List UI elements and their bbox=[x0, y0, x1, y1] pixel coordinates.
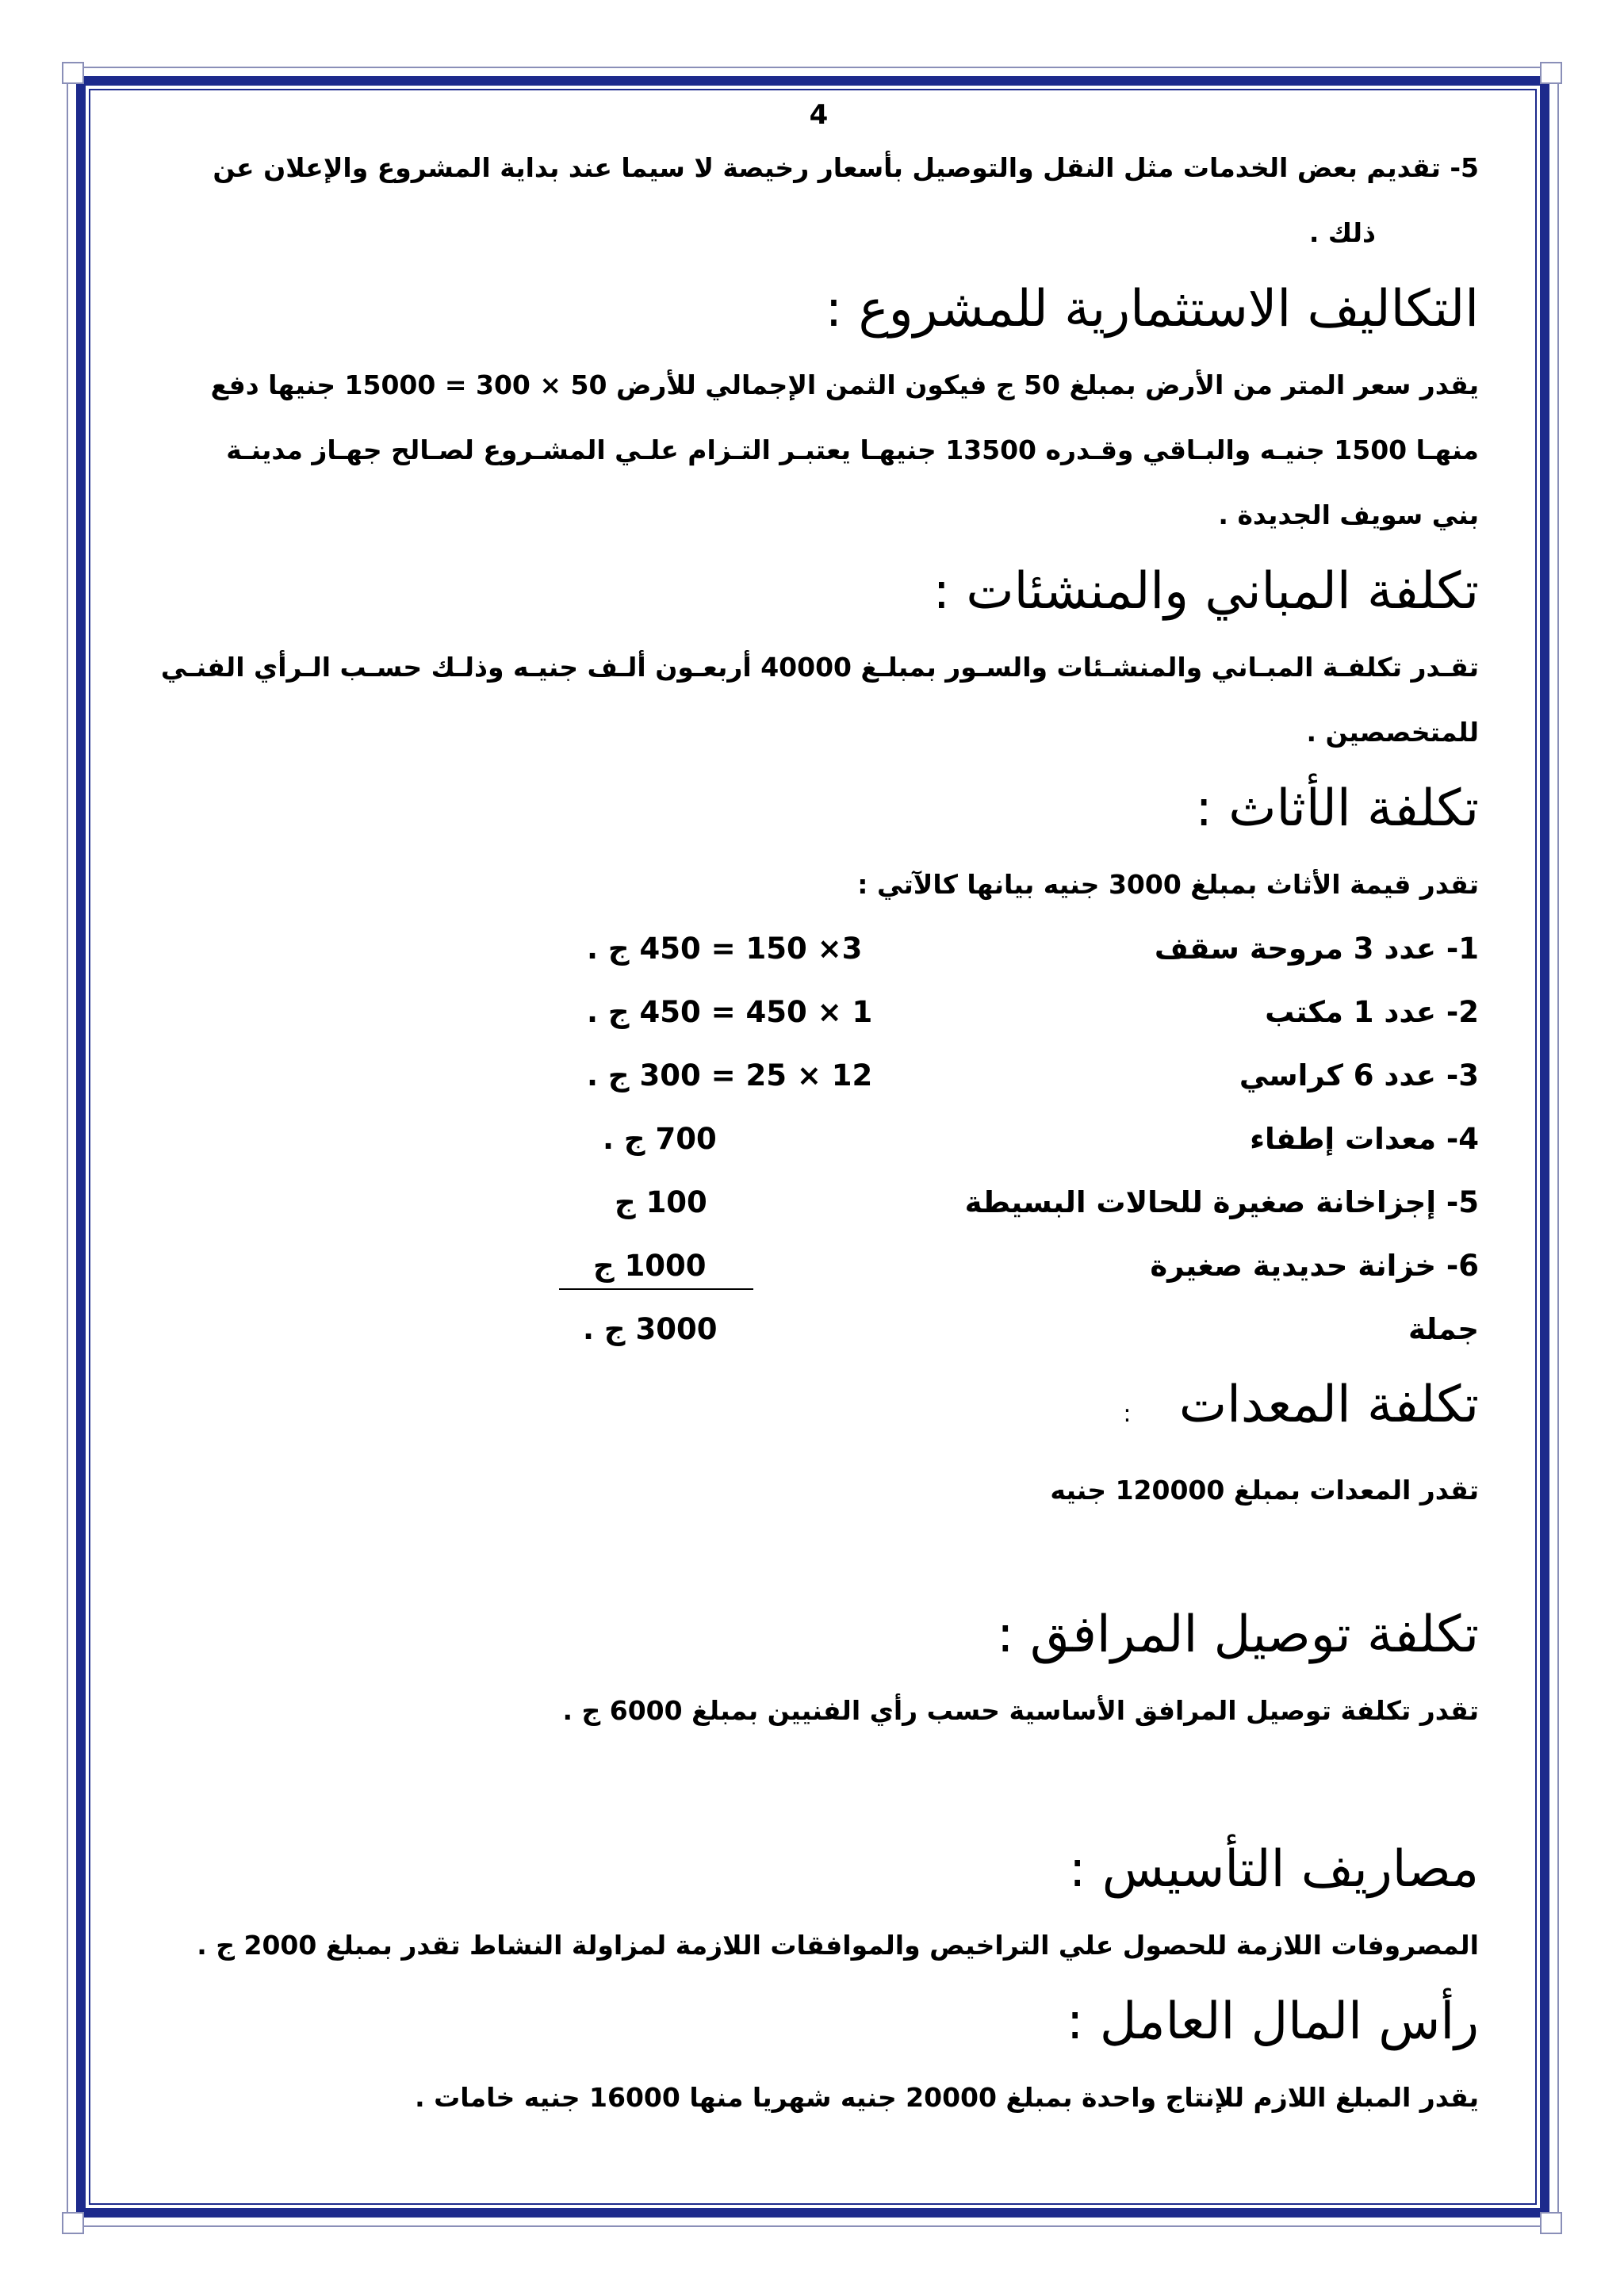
furniture-item-label: 2- عدد 1 مكتب bbox=[1265, 995, 1479, 1029]
sum-underline bbox=[559, 1288, 753, 1290]
section-spacer bbox=[159, 1743, 1479, 1826]
equipment-heading-text: تكلفة المعدات bbox=[1178, 1376, 1479, 1434]
furniture-heading: تكلفة الأثاث : bbox=[1195, 779, 1479, 838]
list-item bbox=[159, 1108, 1479, 1171]
section-spacer bbox=[159, 1523, 1479, 1591]
equipment-line-1: تقدر المعدات بمبلغ 120000 جنيه bbox=[1050, 1475, 1479, 1506]
list-item bbox=[159, 1234, 1479, 1298]
equipment-heading-colon: : bbox=[1123, 1400, 1132, 1428]
utilities-line-1: تقدر تكلفة توصيل المرافق الأساسية حسب رأي الفنيين بمبلغ 6000 ج . bbox=[562, 1695, 1479, 1726]
furniture-total-value: 3000 ج . bbox=[583, 1312, 718, 1346]
equipment-heading bbox=[159, 1361, 1479, 1458]
page-number: 4 bbox=[809, 99, 829, 131]
founding-line-1: المصروفات اللازمة للحصول علي التراخيص والموافقات اللازمة لمزاولة النشاط تقدر بمبلغ 2000 ج . bbox=[197, 1930, 1479, 1961]
item5-text: 5- تقديم بعض الخدمات مثل النقل والتوصيل بأسعار رخيصة لا سيما عند بداية المشروع والإعلان عن bbox=[213, 152, 1479, 183]
furniture-total-row bbox=[159, 1298, 1479, 1361]
furniture-item-calc: 3× 150 = 450 ج . bbox=[587, 932, 863, 966]
furniture-item-calc: 12 × 25 = 300 ج . bbox=[587, 1058, 873, 1093]
investment-line-2: منهـا 1500 جنيـه والبـاقي وقـدره 13500 جنيهـا يعتبـر التـزام علـي المشـروع لصـالح جهـاز مدينـة bbox=[226, 434, 1479, 465]
investment-line-3: بني سويف الجديدة . bbox=[1218, 499, 1479, 530]
border-corner bbox=[1540, 62, 1562, 84]
furniture-total-label: جملة bbox=[1408, 1312, 1479, 1346]
investment-heading: التكاليف الاستثمارية للمشروع : bbox=[825, 280, 1479, 339]
furniture-item-label: 5- إجزاخانة صغيرة للحالات البسيطة bbox=[964, 1185, 1479, 1219]
border-corner bbox=[1540, 2212, 1562, 2234]
furniture-item-label: 1- عدد 3 مروحة سقف bbox=[1154, 932, 1479, 966]
founding-heading: مصاريف التأسيس : bbox=[1068, 1840, 1479, 1899]
furniture-item-label: 4- معدات إطفاء bbox=[1250, 1122, 1479, 1156]
buildings-line-1: تقـدر تكلفـة المبـاني والمنشـئات والسـور بمبلـغ 40000 أربعـون ألـف جنيـه وذلـك حسـب الـرأي الفنـي bbox=[160, 652, 1479, 683]
item5-continuation: ذلك . bbox=[1308, 217, 1376, 248]
furniture-intro: تقدر قيمة الأثاث بمبلغ 3000 جنيه بيانها كالآتي : bbox=[857, 869, 1479, 900]
page-content bbox=[159, 99, 1479, 2130]
list-item bbox=[159, 917, 1479, 981]
furniture-item-label: 3- عدد 6 كراسي bbox=[1239, 1058, 1479, 1093]
buildings-heading: تكلفة المباني والمنشئات : bbox=[933, 562, 1479, 621]
furniture-item-calc: 1000 ج bbox=[593, 1249, 707, 1283]
border-corner bbox=[62, 2212, 84, 2234]
list-item bbox=[159, 1171, 1479, 1234]
investment-line-1: يقدر سعر المتر من الأرض بمبلغ 50 ج فيكون الثمن الإجمالي للأرض 50 × 300 = 15000 جنيها دفع bbox=[210, 369, 1479, 400]
furniture-item-calc: 1 × 450 = 450 ج . bbox=[587, 995, 873, 1029]
furniture-list bbox=[159, 917, 1479, 1361]
working-capital-line-1: يقدر المبلغ اللازم للإنتاج واحدة بمبلغ 20000 جنيه شهريا منها 16000 جنيه خامات . bbox=[415, 2082, 1479, 2113]
utilities-heading: تكلفة توصيل المرافق : bbox=[997, 1605, 1479, 1664]
border-corner bbox=[62, 62, 84, 84]
furniture-item-calc: 100 ج bbox=[615, 1185, 707, 1219]
working-capital-heading: رأس المال العامل : bbox=[1066, 1992, 1479, 2051]
list-item bbox=[159, 981, 1479, 1044]
furniture-item-label: 6- خزانة حديدية صغيرة bbox=[1150, 1249, 1479, 1283]
buildings-line-2: للمتخصصين . bbox=[1306, 717, 1479, 748]
list-item bbox=[159, 1044, 1479, 1108]
furniture-item-calc: 700 ج . bbox=[603, 1122, 717, 1156]
